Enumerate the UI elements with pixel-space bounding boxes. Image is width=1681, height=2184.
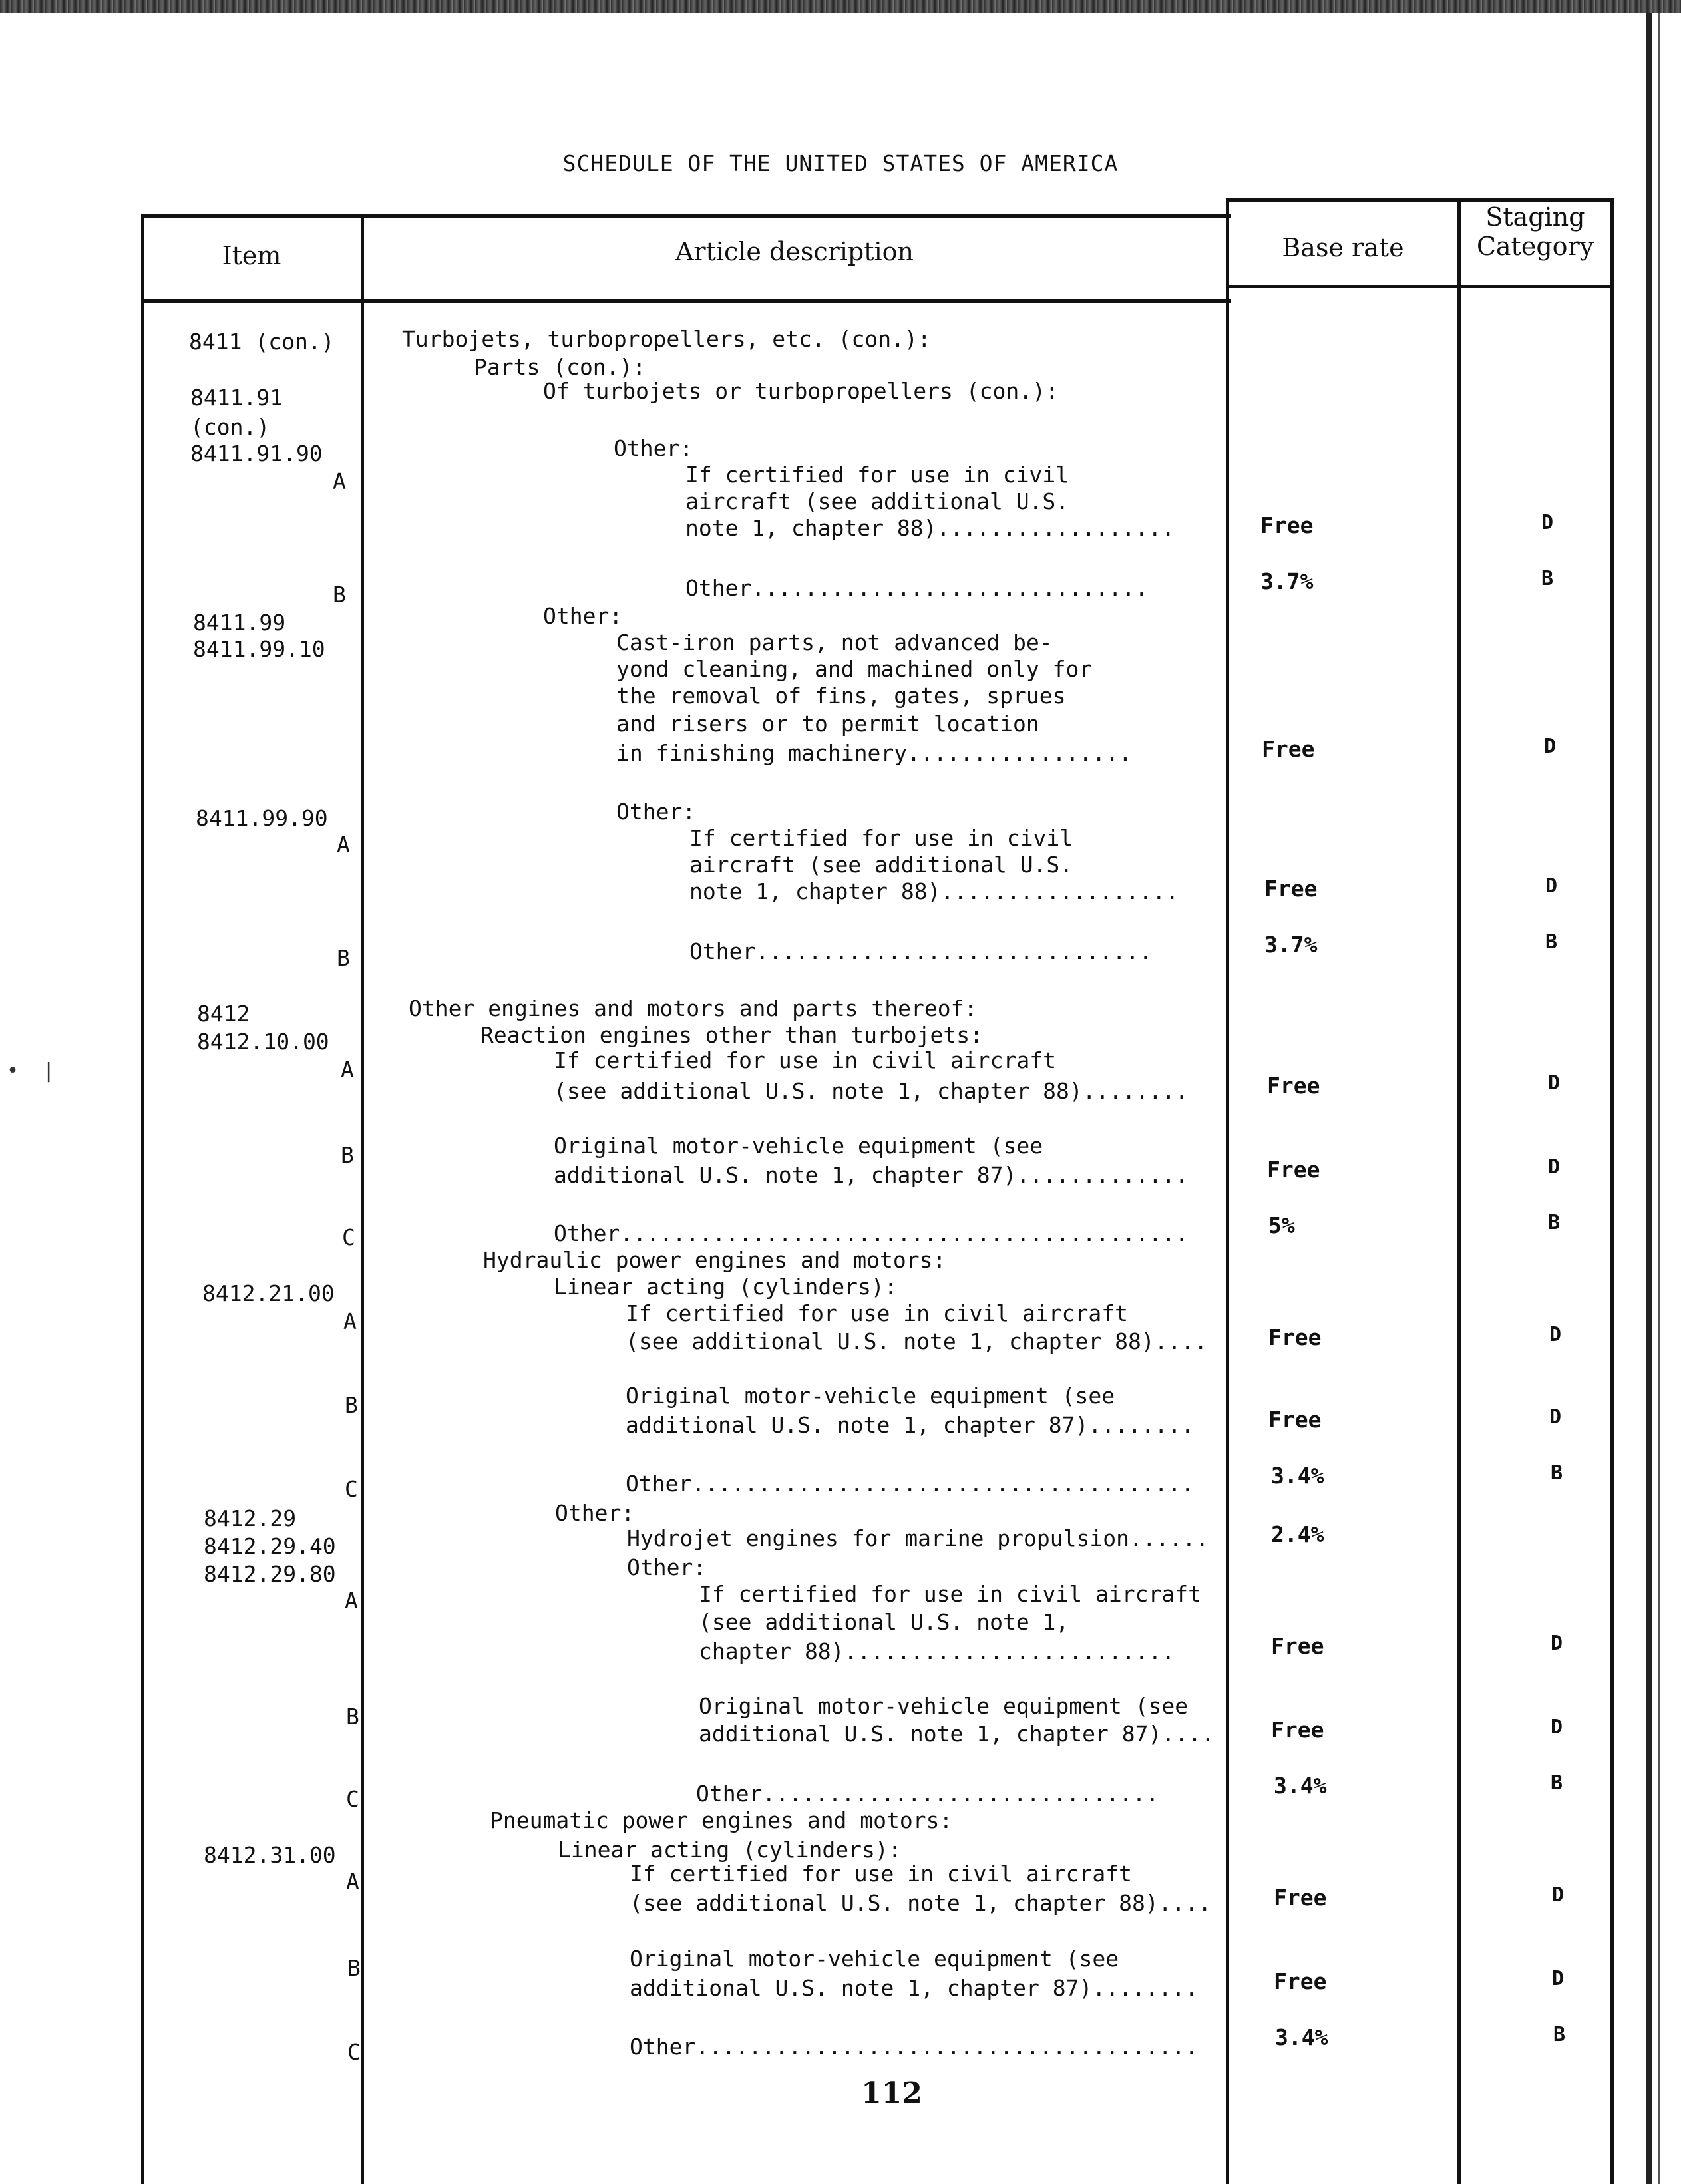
description-line: Other engines and motors and parts thereof: — [409, 996, 978, 1021]
item-label: 8411.99.90 — [196, 805, 328, 831]
description-line: and risers or to permit location — [616, 711, 1039, 737]
description-line: (see additional U.S. note 1, chapter 88).... — [630, 1890, 1212, 1916]
page-number: 112 — [861, 2076, 922, 2110]
staging-category: B — [1551, 1461, 1563, 1485]
item-suffix: A — [341, 1057, 354, 1083]
description-line: additional U.S. note 1, chapter 87)........ — [626, 1412, 1195, 1438]
description-line: Original motor-vehicle equipment (see — [626, 1383, 1115, 1409]
scan-border-top — [0, 0, 1681, 13]
description-line: note 1, chapter 88).................. — [685, 515, 1175, 541]
column-rule-item — [361, 214, 364, 2184]
header-staging-line1: Staging — [1485, 202, 1585, 232]
description-line: If certified for use in civil — [685, 462, 1069, 488]
staging-category: B — [1551, 1771, 1563, 1795]
page-title: SCHEDULE OF THE UNITED STATES OF AMERICA — [562, 150, 1119, 176]
page-edge-right — [1646, 13, 1652, 2184]
base-rate: 3.4% — [1271, 1463, 1324, 1489]
staging-category: D — [1545, 874, 1558, 898]
margin-mark: • | — [7, 1059, 55, 1083]
item-suffix: A — [343, 1308, 357, 1334]
page-edge-right-inner — [1658, 13, 1660, 2184]
base-rate: Free — [1264, 876, 1318, 902]
staging-category: D — [1548, 1071, 1561, 1095]
header-rule-left — [141, 299, 1231, 303]
item-label: 8412.29.80 — [204, 1561, 336, 1587]
base-rate: 5% — [1268, 1212, 1295, 1238]
staging-category: B — [1553, 2023, 1566, 2046]
description-line: Hydraulic power engines and motors: — [483, 1247, 946, 1273]
description-line: Other.............................. — [696, 1781, 1159, 1807]
description-line: additional U.S. note 1, chapter 87)........ — [630, 1975, 1199, 2001]
description-line: in finishing machinery................. — [616, 740, 1132, 766]
description-line: Original motor-vehicle equipment (see — [554, 1133, 1043, 1159]
table-top-border-left — [141, 214, 1231, 218]
staging-category: B — [1541, 567, 1554, 590]
base-rate: Free — [1274, 1885, 1327, 1911]
staging-category: D — [1541, 511, 1554, 534]
description-line: Other...................................... — [630, 2034, 1199, 2060]
description-line: Hydrojet engines for marine propulsion...... — [627, 1525, 1209, 1551]
staging-category: D — [1551, 1632, 1563, 1655]
item-suffix: B — [333, 582, 346, 608]
item-label: 8412 — [197, 1001, 250, 1027]
description-line: Turbojets, turbopropellers, etc. (con.): — [402, 326, 931, 352]
description-line: Other........................................... — [554, 1220, 1189, 1246]
description-line: Pneumatic power engines and motors: — [490, 1807, 953, 1833]
base-rate: 3.4% — [1274, 1773, 1327, 1799]
description-line: Cast-iron parts, not advanced be- — [616, 630, 1053, 655]
base-rate: Free — [1268, 1407, 1322, 1433]
description-line: If certified for use in civil — [689, 825, 1073, 851]
description-line: Other: — [614, 435, 693, 461]
base-rate: Free — [1262, 736, 1315, 762]
column-rule-left — [141, 214, 144, 2184]
header-staging-line2: Category — [1476, 232, 1594, 261]
item-suffix: A — [346, 1869, 359, 1895]
item-suffix: B — [347, 1955, 361, 1981]
description-line: note 1, chapter 88).................. — [689, 878, 1179, 904]
staging-category: D — [1549, 1405, 1562, 1429]
item-suffix: B — [346, 1704, 359, 1729]
item-label: 8412.29.40 — [204, 1533, 336, 1559]
staging-category: D — [1544, 735, 1557, 758]
description-line: additional U.S. note 1, chapter 87)............. — [554, 1162, 1189, 1188]
item-suffix: B — [341, 1142, 354, 1168]
header-item: Item — [222, 241, 281, 270]
description-line: Other.............................. — [689, 938, 1153, 964]
staging-category: B — [1548, 1211, 1561, 1234]
header-rule-right — [1226, 285, 1613, 288]
description-line: aircraft (see additional U.S. — [685, 488, 1069, 514]
header-staging-category — [1460, 202, 1610, 261]
item-suffix: C — [347, 2039, 361, 2065]
base-rate: 3.7% — [1264, 932, 1318, 958]
base-rate: Free — [1271, 1717, 1324, 1743]
description-line: If certified for use in civil aircraft — [626, 1300, 1128, 1326]
base-rate: 2.4% — [1271, 1521, 1324, 1547]
staging-category: D — [1549, 1323, 1562, 1346]
description-line: Other.............................. — [685, 575, 1149, 601]
base-rate: Free — [1260, 512, 1314, 538]
base-rate: Free — [1267, 1157, 1320, 1183]
item-suffix: C — [345, 1476, 358, 1502]
item-label: 8412.21.00 — [202, 1280, 335, 1306]
description-line: Original motor-vehicle equipment (see — [630, 1946, 1119, 1972]
description-line: Parts (con.): — [474, 354, 646, 380]
item-label: 8411 (con.) — [189, 329, 335, 355]
staging-category: D — [1552, 1967, 1565, 1990]
staging-category: D — [1548, 1155, 1561, 1179]
description-line: (see additional U.S. note 1, — [699, 1609, 1069, 1635]
base-rate: Free — [1267, 1073, 1320, 1099]
column-rule-description — [1226, 198, 1229, 2184]
base-rate: 3.7% — [1260, 568, 1314, 594]
item-suffix: A — [345, 1588, 358, 1614]
staging-category: D — [1552, 1883, 1565, 1907]
description-line: the removal of fins, gates, sprues — [616, 683, 1066, 709]
item-label: 8412.31.00 — [204, 1842, 336, 1868]
description-line: additional U.S. note 1, chapter 87).... — [699, 1721, 1214, 1747]
description-line: If certified for use in civil aircraft — [554, 1047, 1056, 1073]
description-line: Other: — [543, 603, 623, 629]
description-line: Other: — [555, 1500, 635, 1526]
base-rate: Free — [1271, 1633, 1324, 1659]
item-label: 8411.99 — [193, 610, 286, 636]
item-suffix: A — [337, 832, 350, 858]
item-label: 8411.99.10 — [193, 636, 325, 662]
description-line: Of turbojets or turbopropellers (con.): — [543, 378, 1059, 404]
item-suffix: B — [337, 945, 350, 971]
header-description: Article description — [675, 237, 914, 266]
item-suffix: A — [333, 468, 346, 494]
column-rule-right — [1610, 198, 1614, 2184]
description-line: Reaction engines other than turbojets: — [480, 1022, 983, 1048]
base-rate: Free — [1274, 1968, 1327, 1994]
description-line: If certified for use in civil aircraft — [630, 1861, 1132, 1887]
description-line: Other: — [627, 1554, 707, 1580]
description-line: (see additional U.S. note 1, chapter 88).... — [626, 1328, 1208, 1354]
item-label: 8411.91.90 — [190, 441, 323, 466]
item-suffix: C — [346, 1786, 359, 1812]
column-rule-base-rate — [1457, 198, 1461, 2184]
item-label: (con.) — [190, 414, 270, 440]
description-line: Other...................................... — [626, 1471, 1195, 1497]
description-line: chapter 88)......................... — [699, 1638, 1175, 1664]
base-rate: 3.4% — [1275, 2024, 1328, 2050]
staging-category: B — [1545, 930, 1558, 954]
item-label: 8412.10.00 — [197, 1029, 329, 1055]
description-line: Linear acting (cylinders): — [554, 1274, 898, 1300]
base-rate: Free — [1268, 1324, 1322, 1350]
item-suffix: C — [342, 1224, 355, 1250]
item-label: 8412.29 — [204, 1505, 297, 1531]
staging-category: D — [1551, 1716, 1563, 1739]
item-suffix: B — [345, 1392, 358, 1418]
description-line: Other: — [616, 799, 696, 824]
description-line: Linear acting (cylinders): — [558, 1837, 902, 1863]
table-top-border-right — [1226, 198, 1613, 202]
description-line: If certified for use in civil aircraft — [699, 1581, 1201, 1607]
description-line: Original motor-vehicle equipment (see — [699, 1693, 1189, 1719]
description-line: (see additional U.S. note 1, chapter 88)........ — [554, 1078, 1189, 1104]
description-line: yond cleaning, and machined only for — [616, 656, 1093, 682]
item-label: 8411.91 — [190, 385, 283, 411]
description-line: aircraft (see additional U.S. — [689, 852, 1073, 878]
header-base-rate: Base rate — [1282, 233, 1404, 262]
